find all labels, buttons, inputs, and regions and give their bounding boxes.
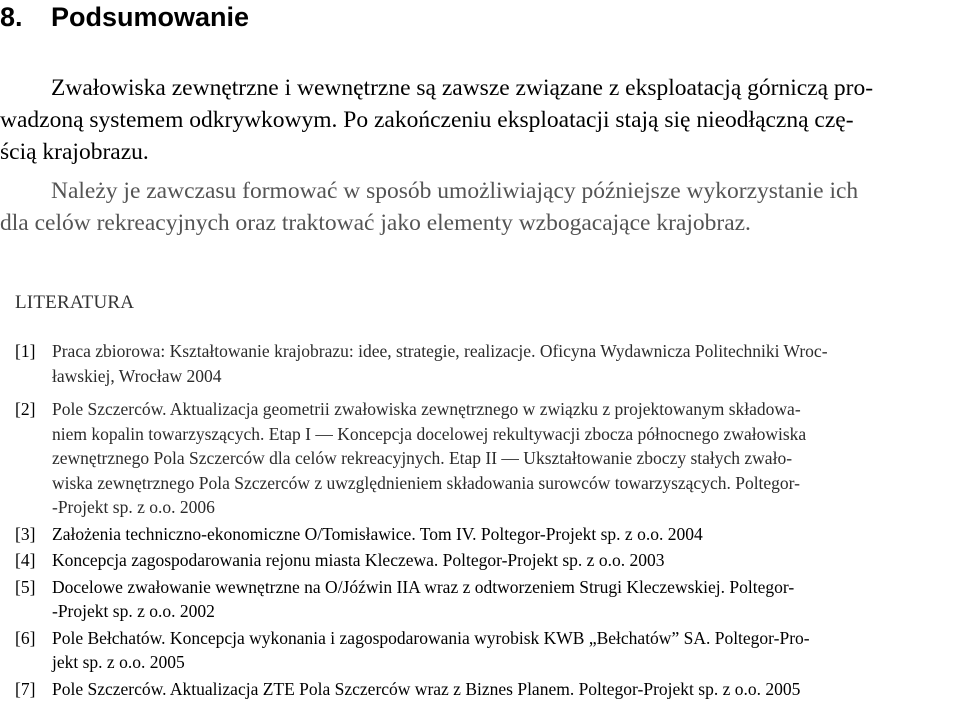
reference-line: Założenia techniczno-ekonomiczne O/Tomisławice. Tom IV. Poltegor-Projekt sp. z o.o. 2004 [52,523,703,544]
reference-item [15,626,953,675]
reference-line: Pole Szczerców. Aktualizacja ZTE Pola Szczerców wraz z Biznes Planem. Poltegor-Projekt sp. z o.o. 2005 [52,678,801,699]
reference-item [15,677,953,702]
reference-text [52,397,953,520]
summary-paragraph-1-line: ścią krajobrazu. [0,139,149,165]
reference-tag: [2] [15,399,36,419]
reference-line: Koncepcja zagospodarowania rejonu miasta Kleczewa. Poltegor-Projekt sp. z o.o. 2003 [52,550,665,570]
section-heading [0,2,249,32]
reference-line: -Projekt sp. z o.o. 2006 [52,497,215,517]
reference-text [52,339,953,388]
reference-text [52,626,953,675]
summary-paragraph-2 [0,175,955,239]
reference-line: Pole Bełchatów. Koncepcja wykonania i zagospodarowania wyrobisk KWB „Bełchatów” SA. Poltegor-Pro- [52,627,810,648]
reference-line: wiska zewnętrznego Pola Szczerców z uwzględnieniem składowania surowców towarzyszących. Poltegor- [52,472,800,493]
reference-line: niem kopalin towarzyszących. Etap I — Koncepcja docelowej rekultywacji zbocza północnego zwałowiska [52,423,807,444]
section-title: Podsumowanie [51,2,250,32]
reference-item [15,397,953,520]
reference-line: -Projekt sp. z o.o. 2002 [52,601,215,621]
reference-item [15,548,953,573]
reference-line: zewnętrznego Pola Szczerców dla celów rekreacyjnych. Etap II — Ukształtowanie zboczy stałych zwało- [52,448,793,468]
reference-text [52,548,953,573]
reference-line: Docelowe zwałowanie wewnętrzne na O/Jóźwin IIA wraz z odtworzeniem Strugi Kleczewskiej. Poltegor- [52,576,795,597]
reference-line: Pole Szczerców. Aktualizacja geometrii zwałowiska zewnętrznego w związku z projektowanym składowa- [52,399,801,419]
reference-text [52,677,953,702]
reference-line: ławskiej, Wrocław 2004 [52,365,222,386]
reference-tag: [5] [15,576,36,597]
summary-paragraph-1 [0,72,955,168]
section-number: 8. [0,2,23,32]
reference-text [52,522,953,547]
summary-paragraph-1-line: Zwałowiska zewnętrzne i wewnętrzne są zawsze związane z eksploatacją górniczą pro- [51,75,874,101]
reference-list [15,339,953,703]
reference-line: jekt sp. z o.o. 2005 [52,652,185,672]
reference-tag: [1] [15,341,36,361]
reference-item [15,575,953,624]
reference-line: Praca zbiorowa: Kształtowanie krajobrazu: idee, strategie, realizacje. Oficyna Wydawnicza Politechniki Wroc- [52,341,828,361]
summary-paragraph-2-line: Należy je zawczasu formować w sposób umożliwiający późniejsze wykorzystanie ich [51,178,859,204]
reference-tag: [4] [15,550,36,570]
summary-paragraph-1-line: wadzoną systemem odkrywkowym. Po zakończeniu eksploatacji stają się nieodłączną czę- [0,107,854,133]
reference-text [52,575,953,624]
reference-tag: [6] [15,627,36,648]
summary-paragraph-2-line: dla celów rekreacyjnych oraz traktować jako elementy wzbogacające krajobraz. [0,210,751,236]
reference-tag: [3] [15,523,36,544]
literature-title: LITERATURA [15,292,135,313]
reference-item [15,522,953,547]
reference-tag: [7] [15,678,36,699]
reference-item [15,339,953,388]
